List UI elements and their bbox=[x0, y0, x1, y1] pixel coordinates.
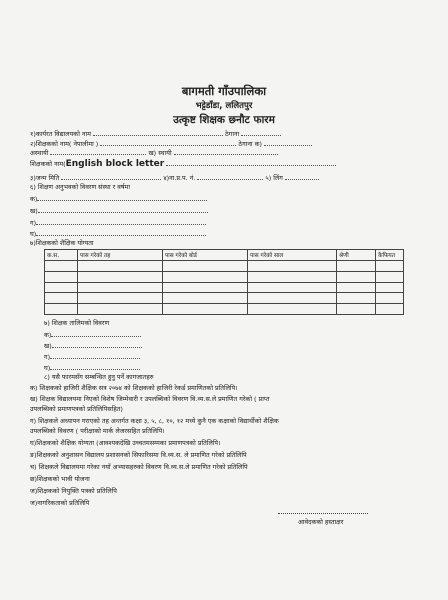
temporary-permanent-row bbox=[30, 149, 278, 156]
teacher-address-blank[interactable] bbox=[264, 140, 312, 146]
permanent-label: ख) स्थायी bbox=[148, 149, 172, 157]
table-row[interactable] bbox=[45, 282, 404, 293]
experience-item: घ) bbox=[30, 230, 206, 237]
column-header: पास गरेको बोर्ड bbox=[163, 250, 248, 261]
temporary-label: अस्थायी bbox=[30, 149, 49, 157]
document-item: ज)शिक्षकको नियुक्ति पत्रको प्रतिलिपि bbox=[30, 487, 117, 495]
column-header: श्रेणी bbox=[337, 250, 376, 261]
dob-label: ३)जन्म मिति bbox=[30, 174, 60, 182]
citizenship-blank[interactable] bbox=[197, 174, 263, 180]
teacher-address-label: ठेगाना क) bbox=[238, 140, 262, 148]
personal-details-row bbox=[30, 174, 319, 181]
qualification-table bbox=[44, 249, 404, 315]
applicant-signature-label: आवेदकको हस्ताक्षर bbox=[298, 518, 344, 526]
address-label: ठेगाना bbox=[225, 130, 240, 138]
teacher-name-english-row bbox=[30, 160, 336, 169]
location-subtitle: भट्टेडाँडा, ललितपुर bbox=[195, 101, 253, 111]
document-item: क) शिक्षकको हाजिरी शैक्षिक सत्र २०७४ को शिक्षकको हाजिरी रेकर्ड प्रमाणितको प्रतिलिपि। bbox=[30, 384, 238, 392]
temporary-blank[interactable] bbox=[50, 149, 146, 155]
experience-item: ख) bbox=[30, 207, 208, 214]
training-label: ७) शिक्षक तालिमको विवरण bbox=[44, 319, 110, 327]
teaching-experience-label: ६) शिक्षण अनुभवको विवरण संस्था र वर्षमा bbox=[30, 183, 130, 191]
column-header: कैफियत bbox=[376, 250, 404, 261]
document-item: उपलब्धिको प्रमाणपत्रको प्रतिलिपिसहित) bbox=[30, 405, 123, 413]
school-name-label: १)कार्यरत विद्यालयको नाम bbox=[30, 130, 91, 138]
permanent-blank[interactable] bbox=[174, 149, 278, 155]
documents-label: ८) यसै फारमसँग सम्बन्धित हुनु पर्ने कागजातहरु bbox=[44, 373, 154, 381]
signature-line[interactable] bbox=[278, 513, 368, 514]
table-row[interactable] bbox=[45, 271, 404, 282]
document-item: ङ)शिक्षकको अनुशासन विद्यालय प्रशासनको सिफारिसमा वि.व्य.स. ले प्रमाणित गरेको प्रतिलिपि bbox=[30, 451, 247, 459]
citizenship-label: ४)ना.प्र.प. नं. bbox=[163, 174, 196, 182]
experience-item: क) bbox=[30, 195, 207, 202]
teacher-name-nepali-blank[interactable] bbox=[100, 140, 236, 146]
table-row[interactable] bbox=[45, 261, 404, 272]
training-item: क) bbox=[44, 331, 141, 338]
column-header: पास गरेको साल bbox=[248, 250, 337, 261]
document-item: छ)शिक्षकको भावी योजना bbox=[30, 475, 90, 483]
column-header: पास गरेको तह bbox=[78, 250, 163, 261]
dob-blank[interactable] bbox=[61, 174, 161, 180]
school-name-blank[interactable] bbox=[93, 130, 223, 136]
column-header: क.स. bbox=[45, 250, 78, 261]
experience-item: ग) bbox=[30, 219, 206, 226]
teacher-name-english-label: शिक्षकको नाम( bbox=[30, 160, 66, 168]
teacher-name-english-blank[interactable] bbox=[166, 160, 336, 166]
document-item: ग) शिक्षकले अध्यापन गराएको तह अन्तर्गत कक्षा ३, ५, ८, १०, १२ मध्ये कुनै एक कक्षाको विद्यार्थीको शैक्षिक bbox=[30, 417, 279, 425]
qualification-label: ७)शिक्षकको शैक्षिक योग्यता bbox=[30, 239, 94, 247]
municipality-title: बागमती गाँउपालिका bbox=[181, 84, 267, 98]
gender-blank[interactable] bbox=[285, 174, 319, 180]
training-item: घ) bbox=[44, 364, 140, 371]
document-item: ज)नागरिकताको प्रतिलिपि bbox=[30, 499, 90, 507]
table-header-row bbox=[45, 250, 404, 261]
document-item: उपलब्धिको विवरण ( परीक्षाको मार्क लेजरसहित प्रतिलिपि। bbox=[30, 427, 165, 435]
training-item: ग) bbox=[44, 353, 140, 360]
document-item: घ)शिक्षकको शैक्षिक योग्यता (आवश्यकदेखि उच्चतमसम्मका प्रमाणपत्रको प्रतिलिपि। bbox=[30, 439, 221, 447]
table-row[interactable] bbox=[45, 304, 404, 315]
teacher-name-nepali-row bbox=[30, 140, 312, 147]
school-name-row bbox=[30, 130, 281, 137]
document-item: ख) शिक्षक विद्यालयमा निएको विशेष जिम्मेवारी र उपलब्धिको विवरण वि.व्य.स.ले प्रमाणित गरेको ( प्राप्त bbox=[30, 395, 270, 403]
teacher-name-nepali-label: २)शिक्षकको नाम( नेपालीमा ) bbox=[30, 140, 99, 148]
english-block-letter-text: English block letter bbox=[65, 159, 165, 169]
document-item: च) शिक्षकले विद्यालयमा गरेका नयाँ अभ्यासहरुको विवरण वि.व्य.स.ले प्रमाणित गरेको प्रतिलिपि bbox=[30, 463, 248, 471]
training-item: ख) bbox=[44, 342, 142, 349]
gender-label: ५) लिंग bbox=[265, 174, 283, 182]
address-blank[interactable] bbox=[241, 130, 281, 136]
table-row[interactable] bbox=[45, 293, 404, 304]
form-title: उत्कृष्ट शिक्षक छनौट फारम bbox=[173, 114, 275, 126]
